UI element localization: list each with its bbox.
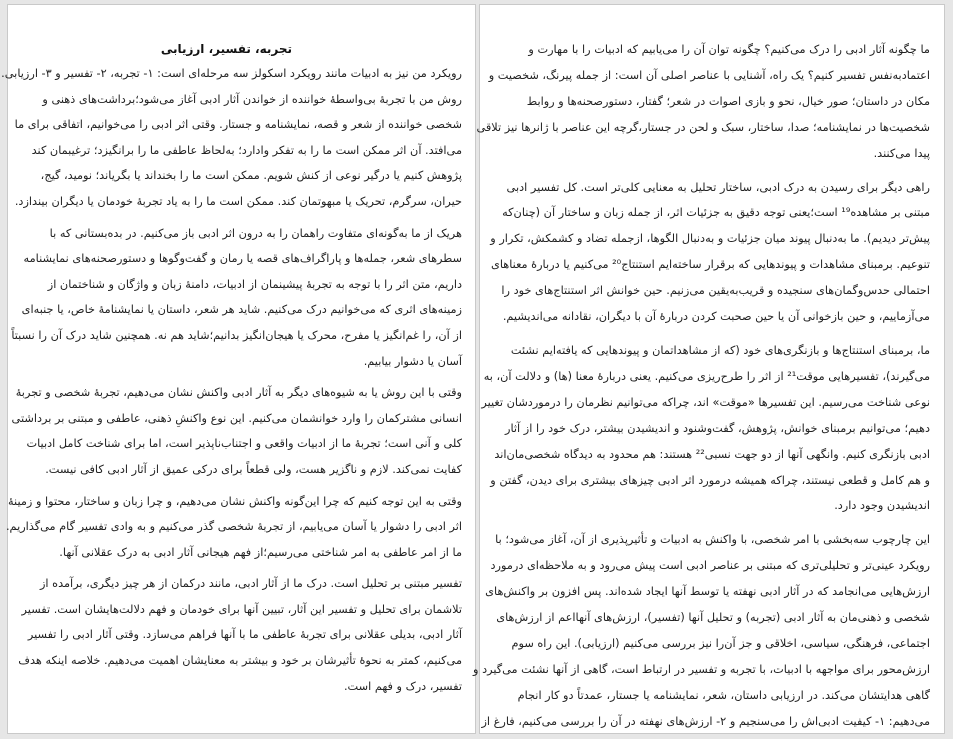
text-line: وقتی به این توجه کنیم که چرا این‌گونه واکنش نشان می‌دهیم، و چرا زبان و ساختار، محتوا و زمینهٔ	[7, 494, 462, 508]
paragraph	[481, 338, 930, 519]
text-line: گاهی هدایتشان می‌کند. در ارزیابی داستان، شعر، نمایشنامه یا جستار، عمدتاً دو کار انجام	[517, 688, 930, 702]
text-line: اندیشیدن وجود دارد.	[834, 499, 930, 513]
paragraph	[473, 527, 930, 734]
text-line: و هم کامل و قطعی نیستند، چراکه همیشه درمورد اثر ادبی چیزهای بیشتری برای دیدن، گفتن و	[490, 473, 930, 487]
text-line: انسانی مشترکمان را وارد خوانشمان می‌کنیم. این نوع واکنشِ ذهنی، عاطفی و مبتنی بر برداشتی	[11, 411, 462, 425]
text-line: شخصی و ذهنی‌مان به آثار ادبی (تجربه) و تحلیل آنها (تفسیر)، ارزش‌های آنها‌اعم از ارزش‌های	[496, 611, 930, 625]
text-line: این چارچوب سه‌بخشی با امر شخصی، با واکنش به ادبیات و تأثیرپذیری از آن، آغاز می‌شود؛ با	[495, 533, 930, 547]
text-line: اجتماعی، فرهنگی، سیاسی، اخلاقی و جز آن‌را نیز بررسی می‌کنیم (ارزیابی). این راه سوم	[511, 636, 930, 650]
text-line: می‌دهیم: ۱- کیفیت ادبی‌اش را می‌سنجیم و ۲- ارزش‌های نهفته در آن را بررسی می‌کنیم، فارغ از	[481, 714, 930, 728]
paragraph	[1, 61, 462, 215]
paragraph	[5, 489, 462, 566]
text-line: دهیم؛ می‌توانیم برمبنای خوانش، پژوهش، گفت‌وشنود و اندیشیدن بیشتر، درک خود را از آثار	[504, 421, 930, 435]
paragraph	[476, 37, 930, 167]
text-line: نوعی شناخت می‌رسیم. این تفسیرها «موقت» اند، چراکه می‌توانیم نظرمان را درموردشان تغییر	[481, 395, 930, 409]
text-line: تفسیر، درک و فهم است.	[343, 679, 462, 693]
text-line: اثر ادبی را دشوار یا آسان می‌یابیم، از تجربهٔ شخصی گذر می‌کنیم و به وادی تفسیر گام می‌گذاریم.	[5, 520, 462, 534]
paragraph	[18, 571, 462, 699]
text-line: می‌کنیم، کمتر به نحوهٔ تأثیرشان بر خود و بیشتر به معنایشان اهمیت می‌دهیم. خلاصه اینکه هدف	[18, 654, 462, 668]
paragraph	[11, 221, 462, 375]
text-line: داریم، متن اثر را با توجه به تجربهٔ پیشینمان از ادبیات، دامنهٔ زبان و واژگان و شناختمان از	[47, 277, 462, 291]
text-line: رویکرد من نیز به ادبیات مانند رویکرد اسکولز سه مرحله‌ای است: ۱- تجربه، ۲- تفسیر و ۳- ارزیابی.	[1, 67, 462, 80]
text-line: رویکرد عینی‌تر و تحلیلی‌تری که مبتنی بر عناصر ادبی است پیش می‌رود و به ملاحظه‌ای درمورد	[490, 559, 930, 573]
text-line: ما، برمبنای استنتاج‌ها و بازنگری‌های خود (که از مشاهداتمان و پیوندهایی که یافته‌ایم نشئت	[510, 343, 930, 357]
text-line: می‌افتد. آن اثر ممکن است ما را به تفکر وادارد؛ به‌لحاظ عاطفی ما را برانگیزد؛ ترغیبمان کند	[31, 143, 462, 157]
text-line: ما چگونه آثار ادبی را درک می‌کنیم؟ چگونه توان آن را می‌یابیم که ادبیات را با مهارت و	[528, 43, 930, 56]
text-line: اعتمادبه‌نفس تفسیر کنیم؟ یک راه، آشنایی با عناصر اصلی آن است: از جمله پیرنگ، شخصیت و	[488, 68, 930, 82]
text-line: پیدا می‌کنند.	[873, 146, 930, 160]
text-line: آسان یا دشوار بیابیم.	[363, 354, 462, 368]
text-line: پیش‌تر دیدیم). ما به‌دنبال پیوند میان جزئیات و به‌دنبال الگوها، ازجمله تضاد و کشمکش، تکرار و	[490, 232, 930, 246]
text-line: هریک از ما به‌گونه‌ای متفاوت راهمان را به درون اثر ادبی باز می‌کنیم. در بده‌بستانی که با	[49, 226, 462, 240]
text-line: شخصی خواننده از شعر و قصه، نمایشنامه و جستار. وقتی اثر ادبی را می‌خوانیم، اتفاقی برای ما	[14, 118, 462, 132]
text-line: مبتنی بر مشاهده¹⁹ است؛یعنی توجه دقیق به جزئیات اثر، از جمله زبان و ساختار آن (چنان‌که	[502, 206, 930, 220]
right-page	[473, 4, 945, 734]
paragraph	[490, 175, 930, 330]
text-line: می‌آزماییم، و حین بازخوانی آن یا حین صحبت کردن دربارهٔ آن با دیگران، نقادانه می‌اندیشیم.	[502, 310, 930, 324]
text-line: آثار ادبی، بدیلی عقلانی برای تجربهٔ عاطفی ما با آنها فراهم می‌سازد. وقتی آثار ادبی را تفسیر	[27, 628, 462, 642]
text-line: پژوهش کنیم یا درگیر نوعی از کنش شویم. ممکن است ما را بخنداند یا بگریاند؛ نومید، گیج،	[40, 169, 462, 183]
text-line: روش من با تجربهٔ بی‌واسطهٔ خواننده از خواندن آثار ادبی آغاز می‌شود؛برداشت‌های ذهنی و	[42, 92, 462, 106]
text-line: تنوعیم. برمبنای مشاهدات و پیوندهایی که برقرار ساخته‌ایم استنتاج²⁰ می‌کنیم یا دربارهٔ معناهای	[490, 258, 930, 272]
text-line: ادبی بازنگری کنیم. وانگهی آنها از دو جهت نسبی²² هستند: هم محدود به دیدگاه شخصی‌مان‌اند	[494, 447, 930, 461]
text-line: راهی دیگر برای رسیدن به درک ادبی، ساختار تحلیل به معنایی کلی‌تر است. کل تفسیر ادبی	[506, 180, 930, 194]
text-line: ما از امر عاطفی به امر شناختی می‌رسیم؛از فهم هیجانی آثار ادبی به درک عقلانی آنها.	[59, 545, 462, 559]
text-line: احتمالی حدس‌وگمان‌های سنجیده و قریب‌به‌یقین می‌زنیم. حین خوانش اثر استنتاج‌های خود را	[501, 284, 930, 298]
text-line: شخصیت‌ها در نمایشنامه؛ صدا، ساختار، سبک و لحن در جستار،گرچه این عناصر با ژانرها نیز تلاقی	[476, 120, 930, 134]
text-line: می‌گیرند)، تفسیرهایی موقت²¹ از اثر را طرح‌ریزی می‌کنیم. یعنی دربارهٔ معنا (ها) و دلالت آن، به	[483, 369, 930, 383]
text-line: سطرهای شعر، جمله‌ها و پاراگراف‌های قصه یا رمان و گفت‌وگوها و دستورصحنه‌های نمایشنامه	[23, 252, 462, 266]
text-line: تلاشمان برای تحلیل و تفسیر این آثار، تبیین آنها برای خودمان و فهم دلالت‌هایشان است. تفسیر	[21, 602, 462, 616]
text-line: کلی و آنی است؛ تجربهٔ ما از ادبیات واقعی و اجتناب‌ناپذیر است، اما برای شناخت کامل ادبیات	[26, 437, 462, 451]
text-line: از آن، را غم‌انگیز یا مفرح، محرک یا هیجان‌انگیز بدانیم؛شاید هم نه. همچنین شاید درک آن را نسبتاً	[11, 328, 462, 342]
text-line: زمینه‌های اثری که می‌خوانیم درک می‌کنیم. شاید هر شعر، داستان یا نمایشنامهٔ خاص، یا جنبه‌ای	[21, 303, 462, 317]
text-line: مکان در داستان؛ صور خیال، نحو و بازی اصوات در شعر؛ گفتار، دستورصحنه‌ها و روابط	[526, 94, 930, 108]
text-line: تفسیر مبتنی بر تحلیل است. درک ما از آثار ادبی، مانند درکمان از هر چیز دیگری، برآمده از	[39, 577, 462, 591]
text-line: کفایت نمی‌کند. لازم و ناگزیر هست، ولی قطعاً برای درکی عمیق از آثار ادبی کافی نیست.	[45, 462, 462, 476]
left-page	[1, 4, 476, 734]
paragraph	[11, 380, 462, 482]
text-line: ارزش‌هایی می‌انجامد که در آثار ادبی نهفته یا توسط آنها ایجاد شده‌اند. پس افزون بر واکنش‌های	[485, 585, 930, 599]
text-line: ارزش‌محور برای مواجهه با ادبیات، با تجربه و تفسیر در ارتباط است، گاهی از آنها نشئت می‌گیرد و	[473, 662, 930, 676]
text-line: حیران، سرگرم، تحریک یا مبهوتمان کند. ممکن است ما را به یاد تجربهٔ خودمان یا دیگران بیندازد.	[14, 194, 462, 208]
text-line: وقتی با این روش یا به شیوه‌های دیگر به آثار ادبی واکنش نشان می‌دهیم، تجربهٔ شخصی و تجربهٔ	[15, 386, 462, 400]
section-title: تجربه، تفسیر، ارزیابی	[160, 42, 292, 56]
